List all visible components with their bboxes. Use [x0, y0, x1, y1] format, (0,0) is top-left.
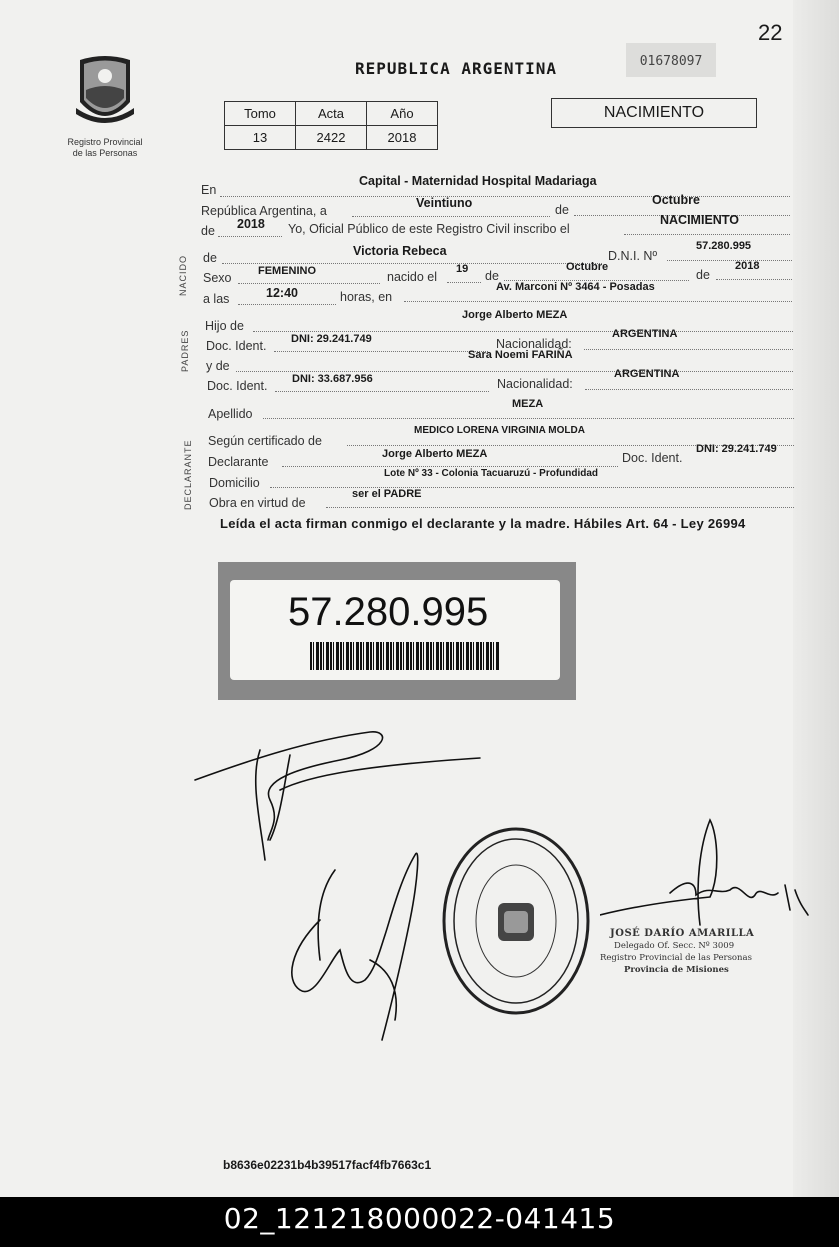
value-father-doc: DNI: 29.241.749: [291, 333, 372, 345]
label-mother-nac: Nacionalidad:: [497, 377, 573, 391]
label-de-name: de: [203, 251, 217, 265]
registry-header-row: [225, 102, 438, 126]
registrar-signature: [600, 815, 810, 930]
label-dni: D.N.I. Nº: [608, 249, 658, 263]
label-sexo: Sexo: [203, 271, 232, 285]
registry-header-acta: Acta: [296, 102, 367, 126]
value-birth-year: 2018: [735, 260, 760, 272]
act-type-box: NACIMIENTO: [551, 98, 757, 128]
label-declarante: Declarante: [208, 455, 269, 469]
serial-number: 01678097: [626, 43, 716, 77]
label-domicilio: Domicilio: [209, 476, 260, 490]
registrar-office: Registro Provincial de las Personas: [600, 953, 752, 963]
label-hijo-de: Hijo de: [205, 319, 244, 333]
madre-signature: [292, 853, 418, 1040]
observation-note: Leída el acta firman conmigo el declarante y la madre. Hábiles Art. 64 - Ley 26994: [220, 516, 746, 531]
registry-header-ano: Año: [367, 102, 438, 126]
registry-value-tomo: 13: [225, 126, 296, 150]
label-de-birth-year: de: [696, 268, 710, 282]
value-mother-doc: DNI: 33.687.956: [292, 373, 373, 385]
value-mother: Sara Noemi FARIÑA: [468, 349, 573, 361]
registry-value-row: [225, 126, 438, 150]
value-act: NACIMIENTO: [660, 213, 739, 227]
label-a-las: a las: [203, 292, 230, 306]
label-apellido: Apellido: [208, 407, 253, 421]
label-republica: República Argentina, a: [201, 204, 327, 218]
label-en: En: [201, 183, 217, 197]
value-domicilio: Lote Nº 33 - Colonia Tacuaruzú - Profundidad: [384, 468, 599, 479]
label-de-birth-month: de: [485, 269, 499, 283]
value-time: 12:40: [266, 286, 298, 300]
label-mother-doc: Doc. Ident.: [207, 379, 268, 393]
value-name: Victoria Rebeca: [353, 244, 447, 258]
page-number: 22: [758, 20, 783, 45]
value-obra: ser el PADRE: [352, 488, 422, 500]
value-birth-day: 19: [456, 263, 469, 275]
registry-table: [224, 101, 438, 150]
official-seal-icon: [440, 825, 592, 1017]
file-id-bar: 02_121218000022-041415: [0, 1197, 839, 1247]
barcode-icon: [310, 642, 500, 670]
side-label-declarante: DECLARANTE: [183, 439, 193, 510]
value-sexo: FEMENINO: [258, 265, 317, 277]
registrar-name: JOSÉ DARÍO AMARILLA: [610, 928, 755, 939]
document-hash: b8636e02231b4b39517facf4fb7663c1: [223, 1158, 432, 1172]
label-de-month: de: [555, 203, 569, 217]
value-father-nac: ARGENTINA: [612, 328, 678, 340]
label-obra: Obra en virtud de: [209, 496, 306, 510]
registry-logo: [60, 52, 150, 159]
value-year: 2018: [237, 217, 265, 231]
logo-caption: Registro Provincial de las Personas: [67, 137, 143, 158]
label-horas-en: horas, en: [340, 290, 393, 304]
registry-header-tomo: Tomo: [225, 102, 296, 126]
registrar-role: Delegado Of. Secc. Nº 3009: [614, 941, 735, 951]
label-certificado: Según certificado de: [208, 434, 322, 448]
label-y-de: y de: [206, 359, 230, 373]
registrar-stamp: [600, 928, 754, 976]
value-father: Jorge Alberto MEZA: [462, 309, 568, 321]
registrar-province: Provincia de Misiones: [624, 965, 729, 975]
label-father-nac: Nacionalidad:: [496, 337, 572, 351]
document-title: REPUBLICA ARGENTINA: [355, 59, 558, 78]
label-nacido-el: nacido el: [387, 270, 438, 284]
registry-value-ano: 2018: [367, 126, 438, 150]
value-place-of-registration: Capital - Maternidad Hospital Madariaga: [359, 174, 597, 188]
provincial-seal-icon: [70, 52, 140, 132]
value-certificado: MEDICO LORENA VIRGINIA MOLDA: [414, 425, 585, 436]
label-de-year: de: [201, 224, 215, 238]
registry-value-acta: 2422: [296, 126, 367, 150]
page-edge: [793, 0, 839, 1197]
value-dni: 57.280.995: [696, 240, 752, 252]
label-oficial: Yo, Oficial Público de este Registro Civil inscribo el: [288, 222, 570, 236]
side-label-nacido: NACIDO: [178, 254, 188, 296]
value-day: Veintiuno: [416, 196, 473, 210]
declarante-signature: [195, 732, 480, 860]
label-father-doc: Doc. Ident.: [206, 339, 267, 353]
label-declarante-doc: Doc. Ident.: [622, 451, 683, 465]
value-declarante-doc: DNI: 29.241.749: [696, 443, 777, 455]
value-mother-nac: ARGENTINA: [614, 368, 680, 380]
dni-sticker: [218, 562, 576, 700]
value-declarante: Jorge Alberto MEZA: [382, 448, 488, 460]
sticker-dni-number: 57.280.995: [288, 590, 489, 634]
value-month: Octubre: [652, 193, 700, 207]
value-birth-place: Av. Marconi Nº 3464 - Posadas: [496, 281, 655, 293]
side-label-padres: PADRES: [180, 329, 190, 372]
dni-sticker-label: [230, 580, 560, 680]
value-birth-month: Octubre: [566, 261, 609, 273]
value-apellido: MEZA: [512, 398, 544, 410]
